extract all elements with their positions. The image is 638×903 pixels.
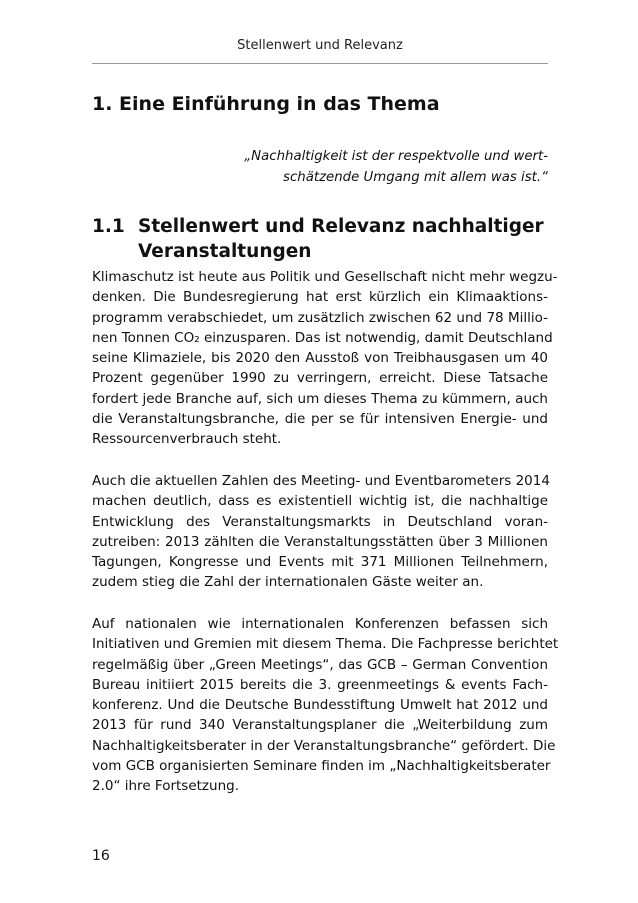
epigraph-quote	[92, 146, 548, 188]
paragraph-1	[92, 267, 558, 450]
paragraph-line: Auch die aktuellen Zahlen des Meeting- und Eventbarometers 2014	[92, 473, 550, 489]
paragraph-line: zutreiben: 2013 zählten die Veranstaltungsstätten über 3 Millionen	[92, 533, 548, 550]
section-title: Stellenwert und Relevanz nachhaltiger Veranstaltungen	[138, 216, 544, 262]
paragraph-line: Klimaschutz ist heute aus Politik und Gesellschaft nicht mehr wegzu-	[92, 269, 558, 285]
paragraph-line: Auf nationalen wie internationalen Konferenzen befassen sich	[92, 616, 548, 632]
epigraph-line: schätzende Umgang mit allem was ist.“	[283, 170, 548, 185]
paragraph-line: programm verabschiedet, um zusätzlich zwischen 62 und 78 Millio-	[92, 309, 548, 326]
paragraph-line: die Veranstaltungsbranche, die per se für intensiven Energie- und	[92, 411, 548, 428]
paragraph-line: Tagungen, Kongresse und Events mit 371 Millionen Teilnehmern,	[92, 554, 548, 571]
section-number: 1.1	[92, 216, 125, 237]
paragraph-line: Initiativen und Gremien mit diesem Thema. Die Fachpresse berichtet	[92, 636, 559, 653]
paragraph-line: zudem stieg die Zahl der internationalen Gäste weiter an.	[92, 574, 484, 591]
running-header: Stellenwert und Relevanz	[237, 38, 403, 53]
paragraph-line: Entwicklung des Veranstaltungsmarkts in Deutschland voran-	[92, 513, 548, 530]
paragraph-line: machen deutlich, dass es existentiell wichtig ist, die nachhaltige	[92, 493, 548, 510]
paragraph-line: vom GCB organisierten Seminare finden im „Nachhaltigkeitsberater	[92, 758, 551, 775]
section-heading	[92, 214, 548, 264]
paragraph-2	[92, 471, 548, 593]
paragraph-line: Nachhaltigkeitsberater in der Veranstaltungsbranche“ gefördert. Die	[92, 737, 556, 754]
header-rule	[92, 63, 548, 64]
chapter-title: 1. Eine Einführung in das Thema	[92, 93, 440, 115]
page-number: 16	[92, 848, 110, 864]
paragraph-line: denken. Die Bundesregierung hat erst kürzlich ein Klimaaktions-	[92, 289, 548, 306]
paragraph-line: fordert jede Branche auf, sich um dieses Thema zu kümmern, auch	[92, 390, 548, 407]
paragraph-line: Prozent gegenüber 1990 zu verringern, erreicht. Diese Tatsache	[92, 370, 548, 387]
paragraph-line: nen Tonnen CO₂ einzusparen. Das ist notwendig, damit Deutschland	[92, 329, 553, 346]
paragraph-line: 2013 für rund 340 Veranstaltungsplaner die „Weiterbildung zum	[92, 717, 548, 734]
paragraph-line: Bureau initiiert 2015 bereits die 3. greenmeetings & events Fach-	[92, 676, 548, 693]
epigraph-line: „Nachhaltigkeit ist der respektvolle und wert-	[244, 149, 548, 164]
paragraph-line: konferenz. Und die Deutsche Bundesstiftung Umwelt hat 2012 und	[92, 697, 548, 714]
paragraph-3	[92, 614, 559, 797]
paragraph-line: regelmäßig über „Green Meetings“, das GCB – German Convention	[92, 656, 548, 673]
paragraph-line: 2.0“ ihre Fortsetzung.	[92, 778, 239, 795]
paragraph-line: seine Klimaziele, bis 2020 den Ausstoß von Treibhausgasen um 40	[92, 350, 548, 367]
paragraph-line: Ressourcenverbrauch steht.	[92, 431, 282, 448]
